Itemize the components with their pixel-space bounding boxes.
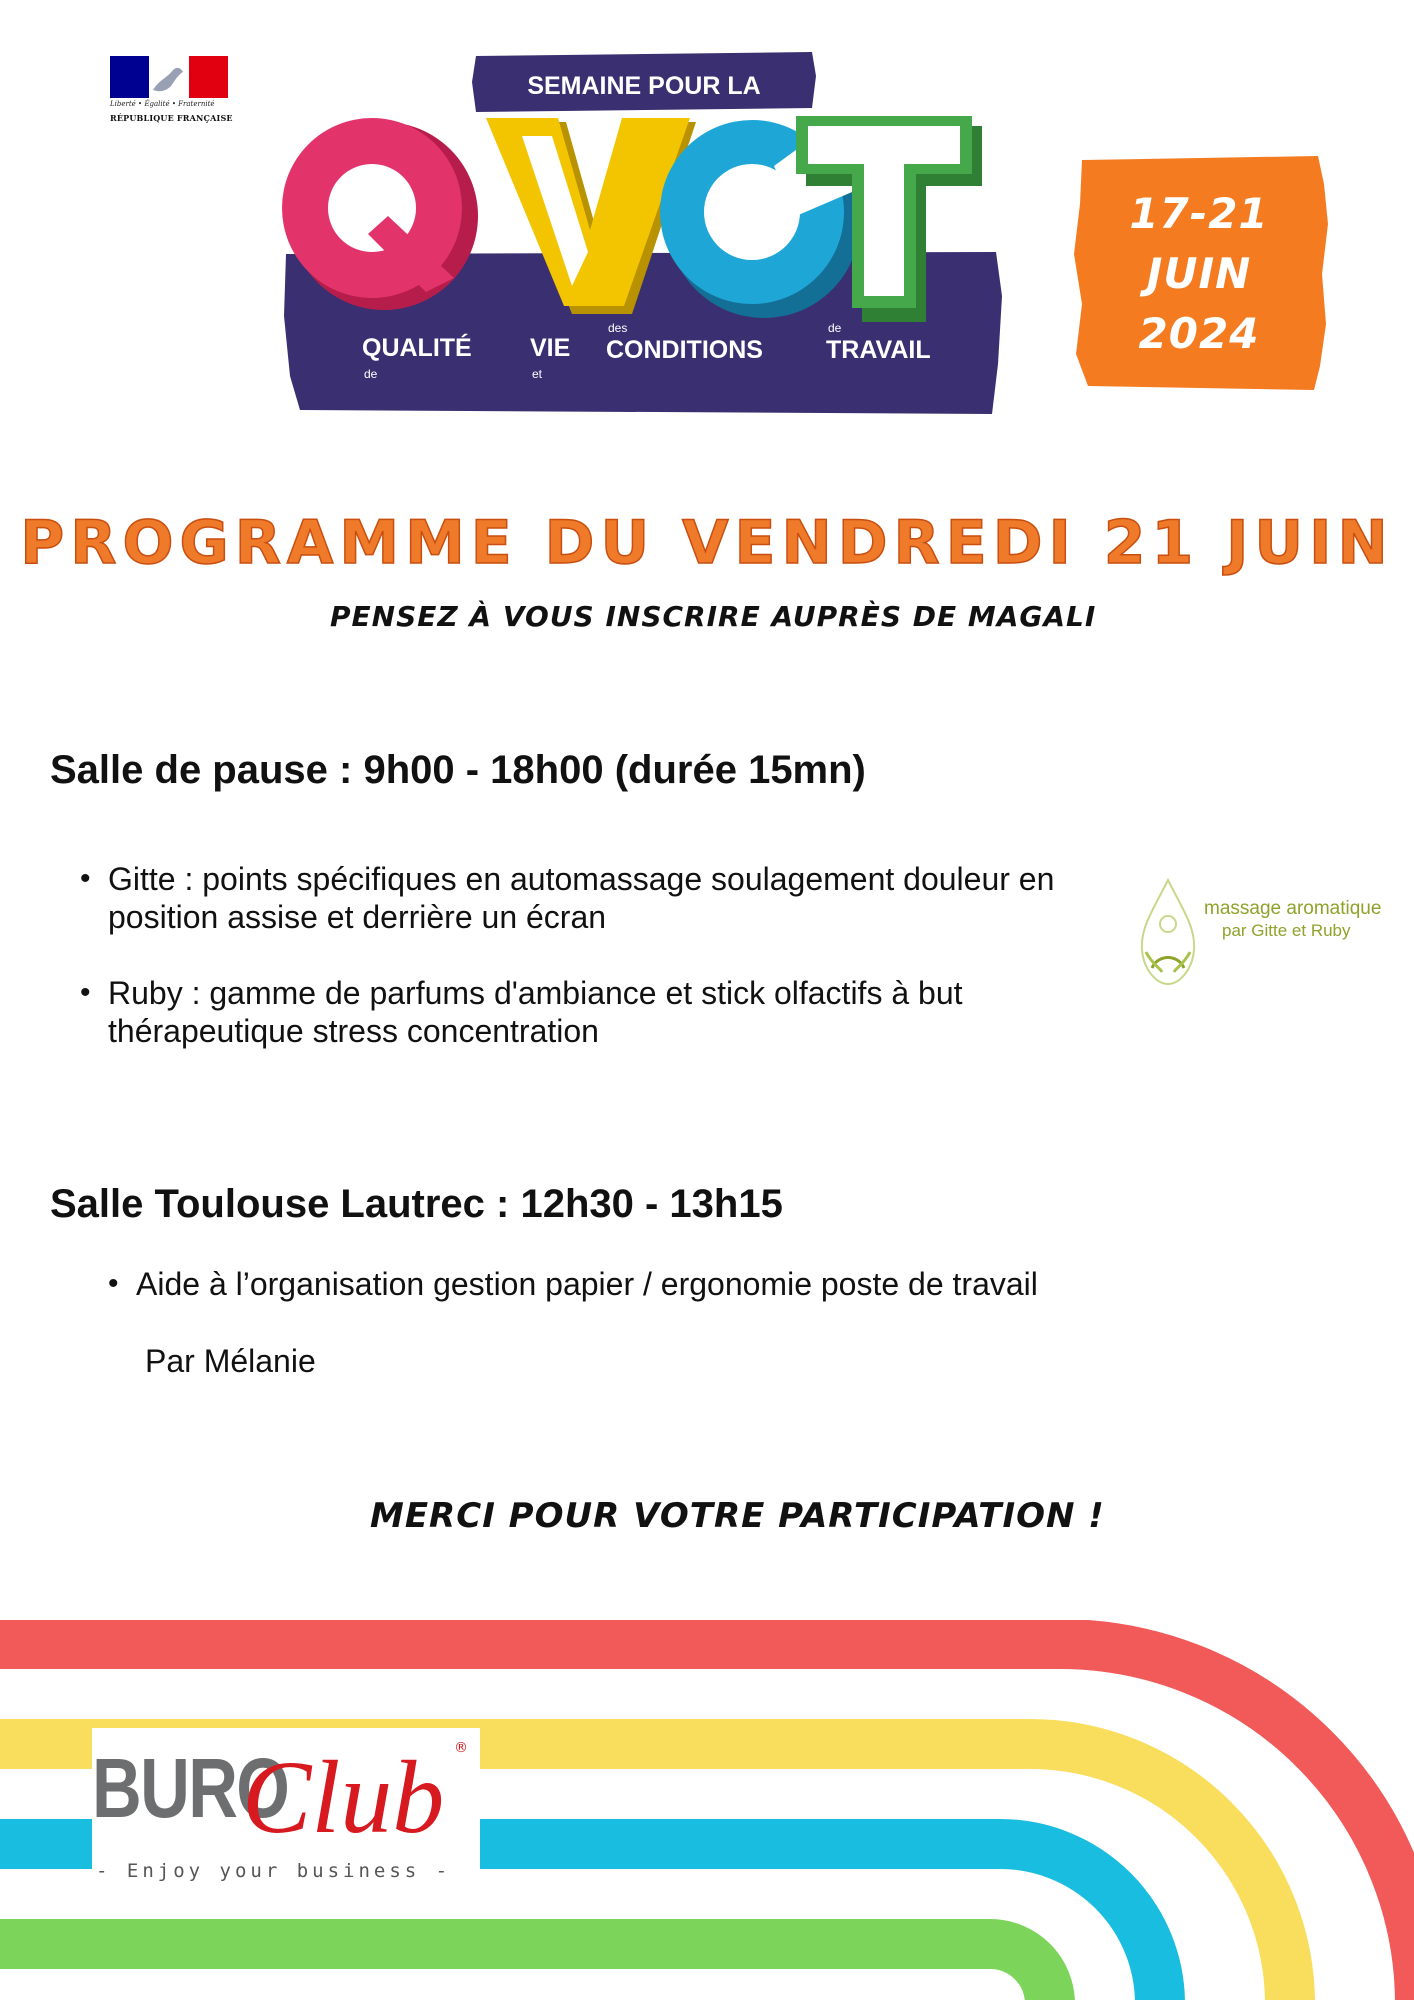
top-banner-text: SEMAINE POUR LA xyxy=(527,72,761,100)
word-qualite: QUALITÉ xyxy=(362,334,472,362)
word-de-2: de xyxy=(828,321,842,335)
section-heading-salle-de-pause: Salle de pause : 9h00 - 18h00 (durée 15mn) xyxy=(50,748,866,792)
tricolor-flag-icon xyxy=(110,56,228,98)
massage-aromatique-logo xyxy=(1132,872,1414,992)
buroclub-logo xyxy=(92,1728,480,1882)
program-subtitle: PENSEZ À VOUS INSCRIRE AUPRÈS DE MAGALI xyxy=(330,600,1097,633)
massage-logo-title: massage aromatique xyxy=(1204,898,1382,919)
date-year: 2024 xyxy=(1138,309,1260,358)
brand-tagline: - Enjoy your business - xyxy=(96,1860,452,1882)
bullet-icon: • xyxy=(80,862,91,895)
program-title: PROGRAMME DU VENDREDI 21 JUIN xyxy=(20,508,1394,578)
list-item-text: Aide à l’organisation gestion papier / ergonomie poste de travail xyxy=(136,1266,1038,1302)
word-vie: VIE xyxy=(530,334,571,362)
date-badge xyxy=(1068,154,1330,392)
word-des: des xyxy=(608,321,628,335)
republic-motto: Liberté • Égalité • Fraternité xyxy=(110,100,215,108)
list-item xyxy=(80,860,1080,936)
section-heading-salle-toulouse-lautrec: Salle Toulouse Lautrec : 12h30 - 13h15 xyxy=(50,1182,783,1226)
bullet-icon: • xyxy=(108,1267,119,1300)
bullet-icon: • xyxy=(80,976,91,1009)
date-range: 17-21 xyxy=(1129,189,1269,238)
list-item xyxy=(80,974,1080,1050)
list-item-text: Gitte : points spécifiques en automassage soulagement douleur en position assise et derrière un écran xyxy=(108,861,1055,935)
drop-figure-icon xyxy=(1132,872,1204,992)
republic-name: RÉPUBLIQUE FRANÇAISE xyxy=(110,113,233,123)
word-et: et xyxy=(532,367,543,381)
list-item xyxy=(108,1265,1098,1303)
brand-script: Club xyxy=(242,1740,445,1855)
republique-francaise-logo xyxy=(110,56,234,134)
date-month: JUIN xyxy=(1146,249,1252,298)
qvct-event-logo xyxy=(276,46,1006,418)
thanks-message: MERCI POUR VOTRE PARTICIPATION ! xyxy=(370,1496,1105,1536)
brand-word: BURO xyxy=(92,1741,289,1835)
registered-mark: ® xyxy=(454,1740,468,1756)
word-de-1: de xyxy=(364,367,378,381)
word-travail: TRAVAIL xyxy=(826,336,931,364)
byline: Par Mélanie xyxy=(145,1343,316,1379)
massage-logo-subtitle: par Gitte et Ruby xyxy=(1222,921,1351,940)
word-conditions: CONDITIONS xyxy=(606,336,763,364)
list-item-text: Ruby : gamme de parfums d'ambiance et stick olfactifs à but thérapeutique stress concentration xyxy=(108,975,963,1049)
